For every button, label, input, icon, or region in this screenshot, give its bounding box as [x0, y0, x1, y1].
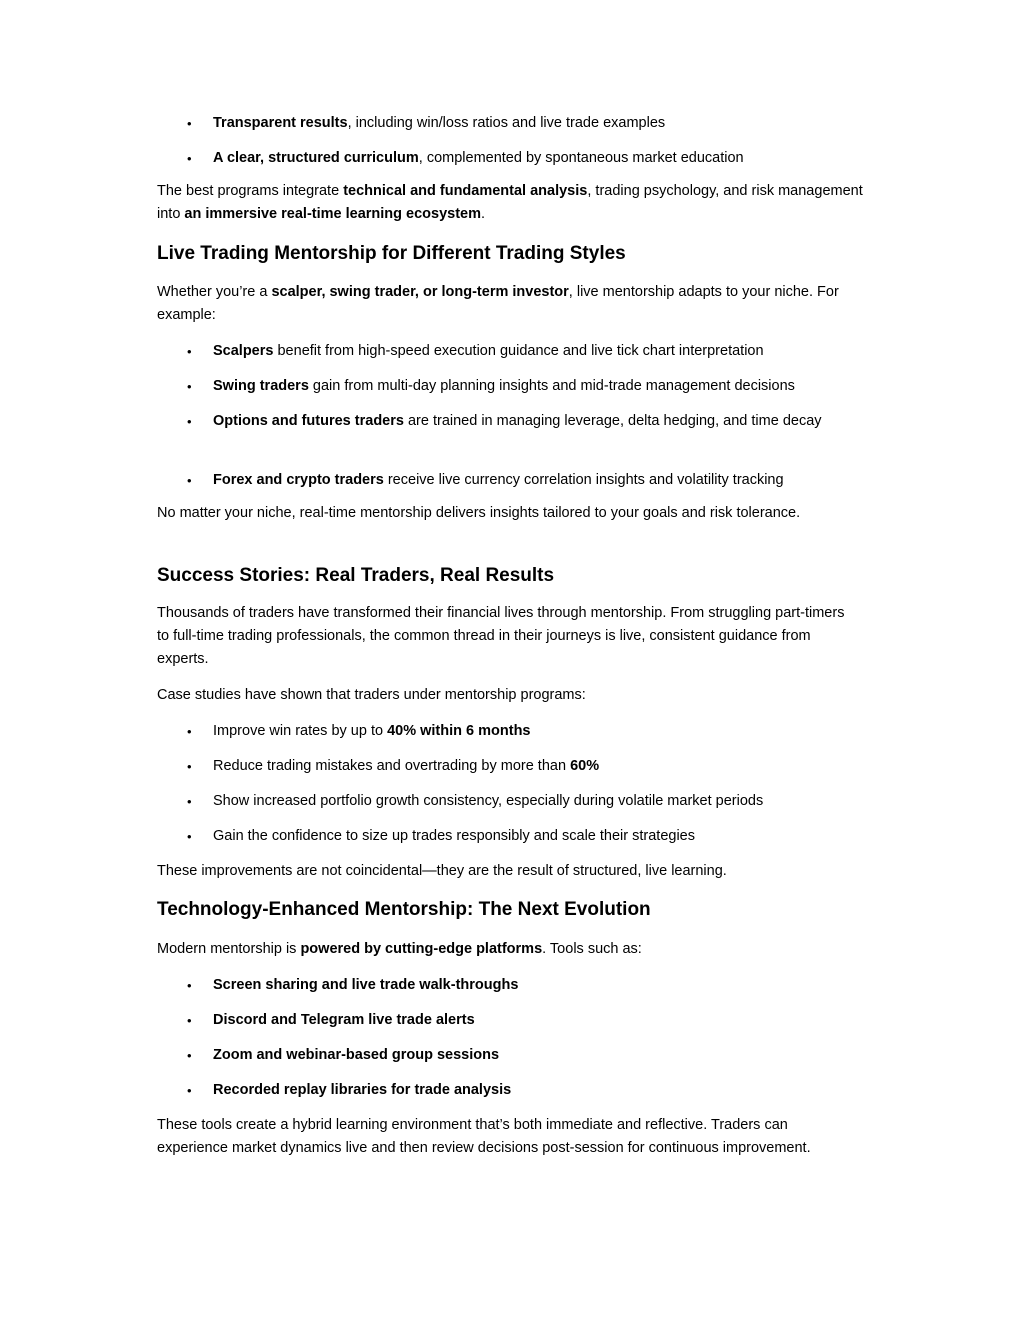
bullet-icon: •	[187, 473, 192, 488]
paragraph: Whether you’re a scalper, swing trader, or long-term investor, live mentorship adapts to your niche. For example:	[157, 284, 839, 323]
list-item-text: , complemented by spontaneous market education	[418, 150, 744, 166]
section-heading: Technology-Enhanced Mentorship: The Next Evolution	[157, 899, 651, 920]
bullet-icon: •	[187, 1083, 192, 1098]
bullet-icon: •	[187, 1048, 192, 1063]
bullet-icon: •	[187, 759, 192, 774]
list-item-bold: A clear, structured curriculum	[213, 150, 419, 166]
section-heading: Live Trading Mentorship for Different Trading Styles	[157, 243, 626, 264]
section-heading: Success Stories: Real Traders, Real Results	[157, 565, 555, 586]
paragraph: These tools create a hybrid learning environment that’s both immediate and reflective. Traders can experience market dynamics live and then review decisions post-session for continuous improvement.	[157, 1117, 811, 1156]
paragraph: Case studies have shown that traders under mentorship programs:	[157, 687, 586, 703]
bullet-icon: •	[187, 151, 192, 166]
bullet-icon: •	[187, 978, 192, 993]
bullet-icon: •	[187, 1013, 192, 1028]
paragraph: Thousands of traders have transformed their financial lives through mentorship. From struggling part-timers to full-time trading professionals, the common thread in their journeys is live, consistent guidance from experts.	[157, 605, 845, 667]
bullet-icon: •	[187, 724, 192, 739]
bullet-icon: •	[187, 829, 192, 844]
bullet-icon: •	[187, 414, 192, 429]
list-item-text: , including win/loss ratios and live trade examples	[347, 115, 666, 131]
bullet-icon: •	[187, 794, 192, 809]
bullet-icon: •	[187, 379, 192, 394]
bullet-icon: •	[187, 344, 192, 359]
paragraph: These improvements are not coincidental—they are the result of structured, live learning.	[157, 863, 727, 879]
list-item-bold: Transparent results	[213, 115, 348, 131]
paragraph: No matter your niche, real-time mentorship delivers insights tailored to your goals and risk tolerance.	[157, 505, 801, 521]
paragraph: The best programs integrate technical and fundamental analysis, trading psychology, and risk management into an immersive real-time learning ecosystem.	[157, 183, 863, 222]
paragraph: Modern mentorship is powered by cutting-edge platforms. Tools such as:	[157, 941, 642, 957]
bullet-icon: •	[187, 116, 192, 131]
